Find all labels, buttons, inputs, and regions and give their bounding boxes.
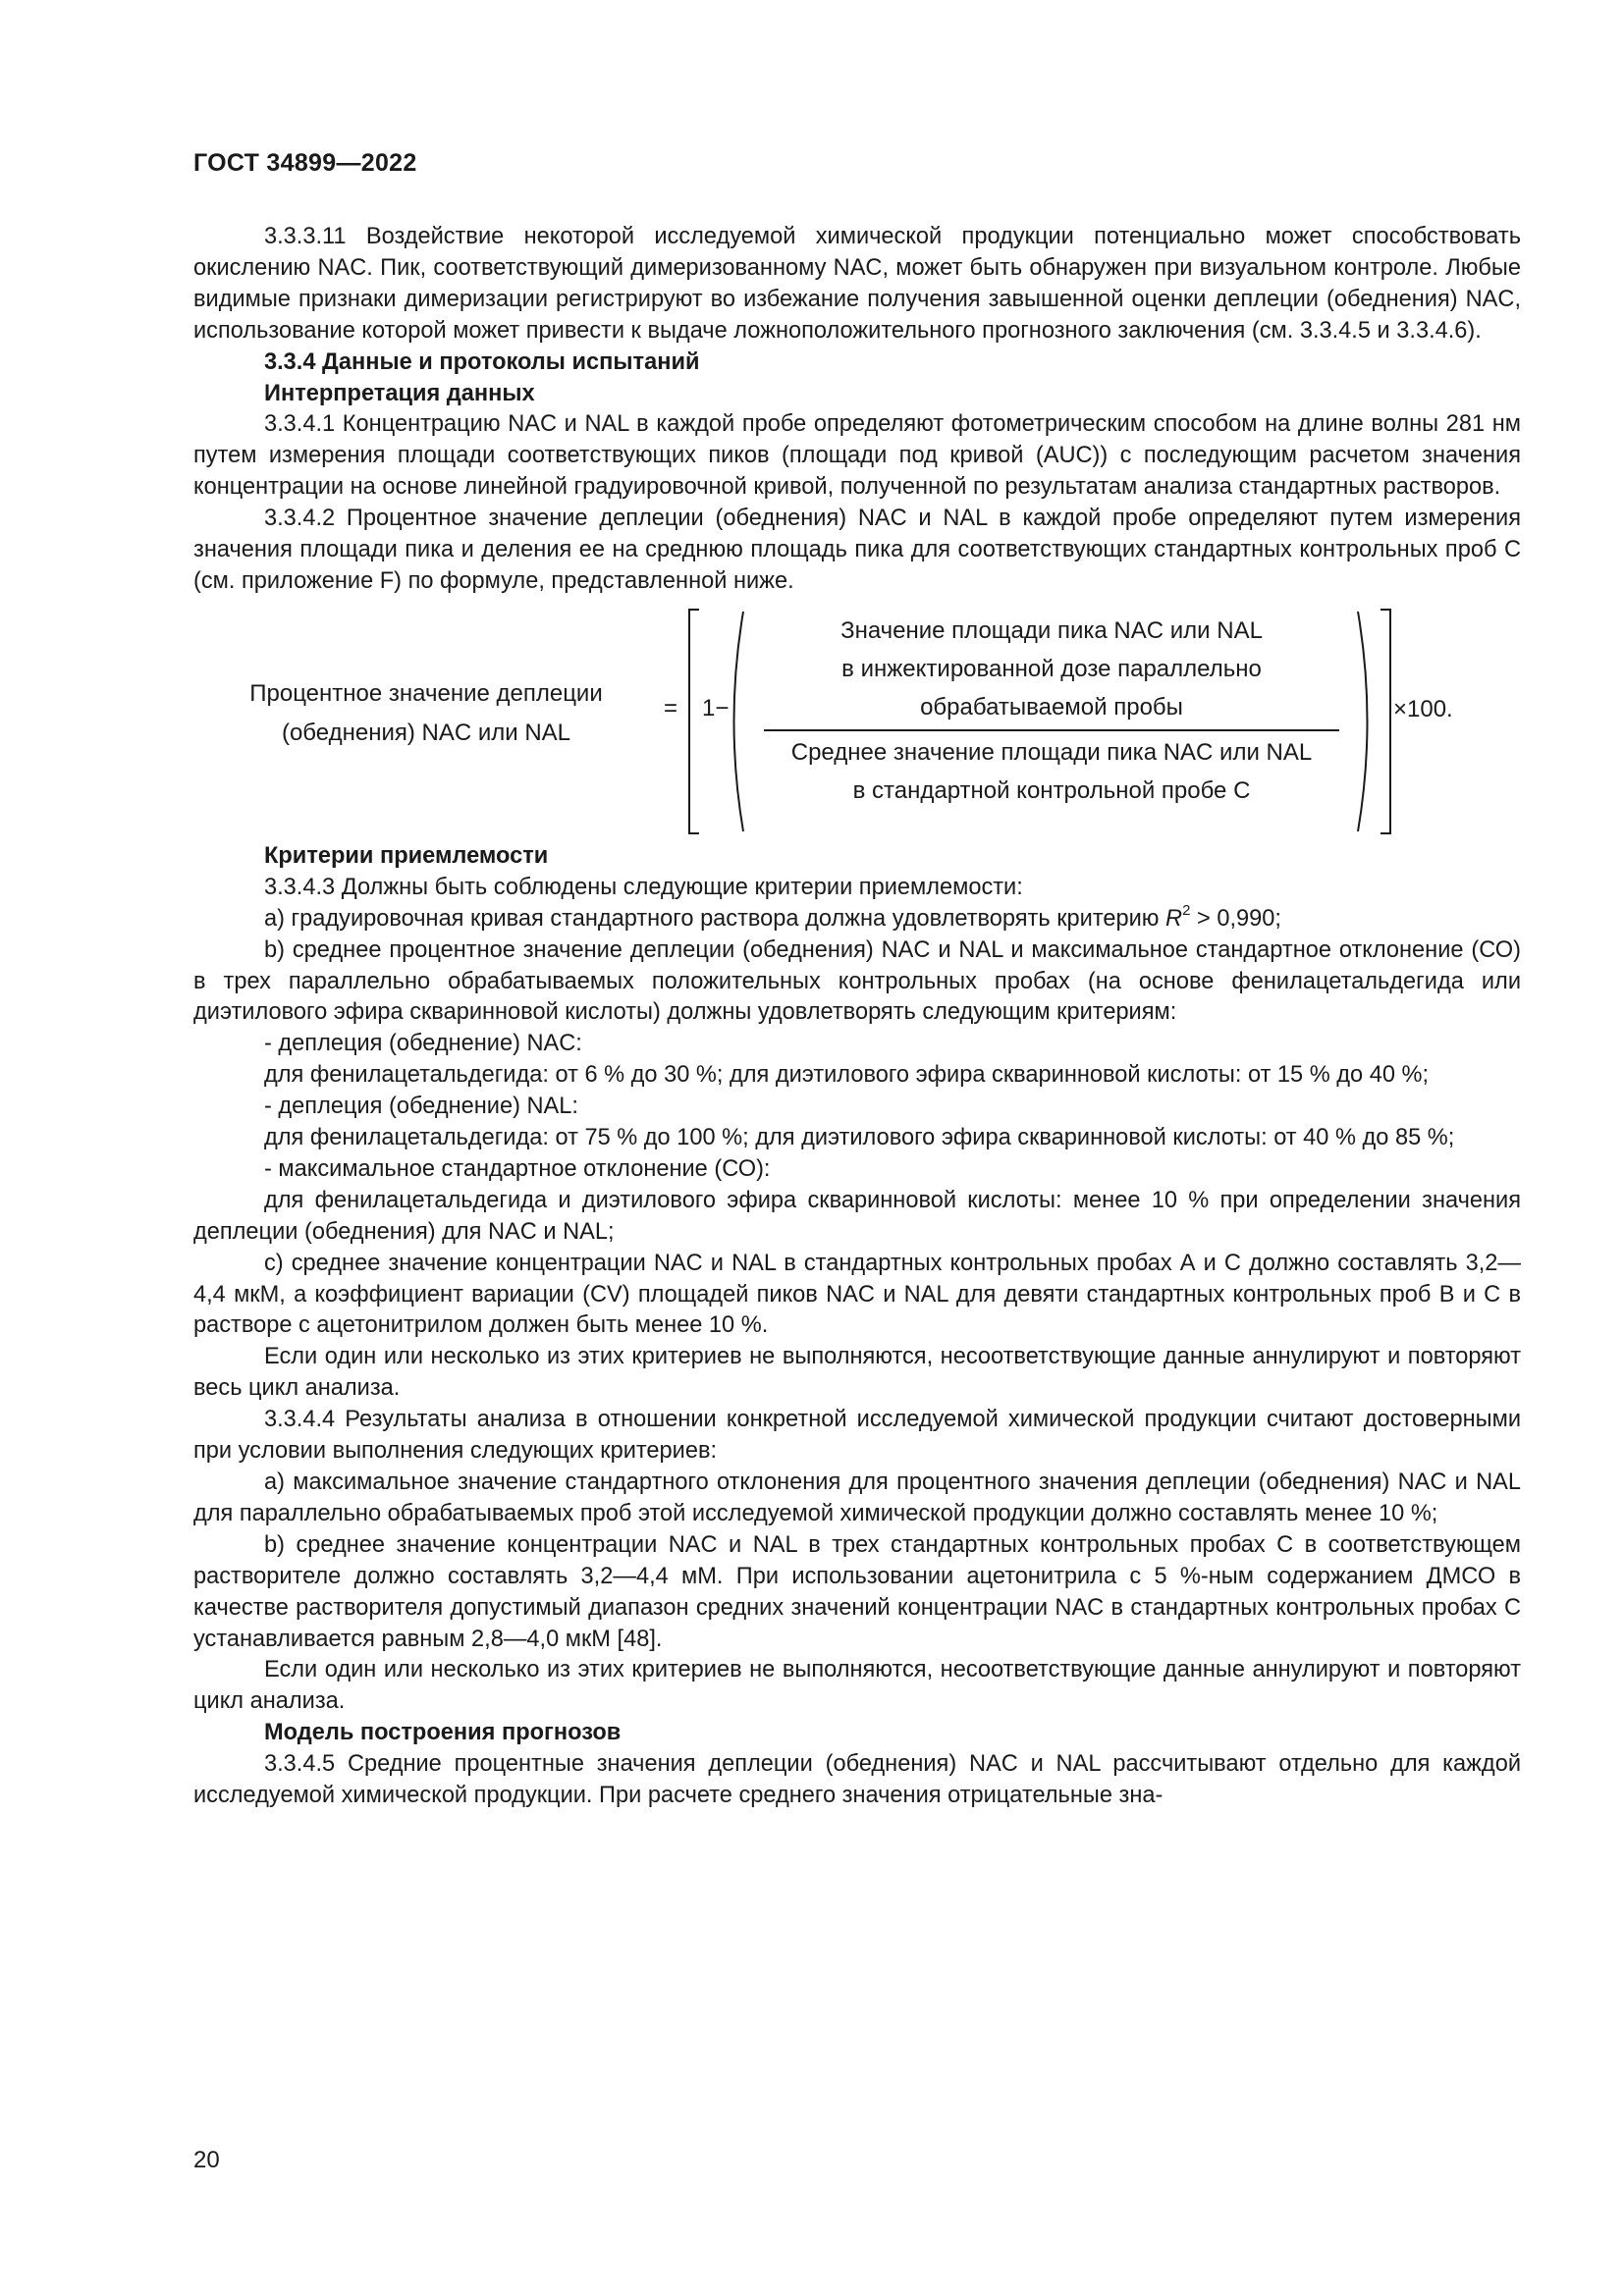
paragraph: 3.3.4.3 Должны быть соблюдены следующие критерии приемлемости: bbox=[264, 874, 1023, 900]
fraction-bar bbox=[764, 729, 1339, 731]
paragraph: 3.3.3.11 Воздействие некоторой исследуемой химической продукции потенциально может способствовать окислению NAC. Пик, соответствующий димеризованному NAC, может быть обнаружен при визуальном контроле. Любые видимые признаки димеризации регистрируют во избежание получения завышенной оценки деплеции (обеднения) NAC, использование которой может привести к выдаче ложноположительного прогнозного заключения (см. 3.3.4.5 и 3.3.4.6). bbox=[193, 224, 1521, 344]
list-item: а) максимальное значение стандартного отклонения для процентного значения деплеции (обеднения) NAC и NAL для параллельно обрабатываемых проб этой исследуемой химической продукции должно составлять менее 10 %; bbox=[193, 1469, 1521, 1526]
formula-lhs-line: (обеднения) NAC или NAL bbox=[281, 719, 571, 746]
one-minus: 1− bbox=[702, 694, 730, 721]
numerator-line: в инжектированной дозе параллельно bbox=[841, 655, 1262, 682]
formula-lhs bbox=[193, 674, 659, 753]
times-100: ×100. bbox=[1393, 695, 1453, 722]
superscript: 2 bbox=[1182, 901, 1191, 919]
paragraph: для фенилацетальдегида и диэтилового эфира скваринновой кислоты: менее 10 % при определении значения деплеции (обеднения) для NAC и NAL; bbox=[193, 1187, 1521, 1245]
list-item: b) среднее процентное значение деплеции (обеднения) NAC и NAL и максимальное стандартное отклонение (СО) в трех параллельно обрабатываемых положительных контрольных пробах (на основе фенилацетальдегида или диэтилового эфира скваринновой кислоты) должны удовлетворять следующим критериям: bbox=[193, 936, 1521, 1026]
paragraph: 3.3.4.4 Результаты анализа в отношении конкретной исследуемой химической продукции считают достоверными при условии выполнения следующих критериев: bbox=[193, 1407, 1521, 1465]
section-heading: 3.3.4 Данные и протоколы испытаний bbox=[264, 348, 700, 375]
paragraph: 3.3.4.1 Концентрацию NAC и NAL в каждой пробе определяют фотометрическим способом на длине волны 281 нм путем измерения площади соответствующих пиков (площади под кривой (AUC)) с последующим расчетом значения концентрации на основе линейной градуировочной кривой, полученной по результатам анализа стандартных растворов. bbox=[193, 411, 1521, 501]
text-run: а) градуировочная кривая стандартного раствора должна удовлетворять критерию bbox=[264, 905, 1166, 932]
list-item: - деплеция (обеднение) NAC: bbox=[264, 1031, 582, 1057]
paragraph: для фенилацетальдегида: от 6 % до 30 %; для диэтилового эфира скваринновой кислоты: от 15 % до 40 %; bbox=[264, 1062, 1430, 1089]
page-number: 20 bbox=[193, 2147, 220, 2173]
fraction-numerator bbox=[746, 606, 1357, 726]
paragraph: Если один или несколько из этих критериев не выполняются, несоответствующие данные аннулируют и повторяют весь цикл анализа. bbox=[193, 1344, 1521, 1402]
subsection-heading: Интерпретация данных bbox=[264, 380, 535, 406]
paragraph: Если один или несколько из этих критериев не выполняются, несоответствующие данные аннулируют и повторяют цикл анализа. bbox=[193, 1657, 1521, 1715]
paragraph: для фенилацетальдегида: от 75 % до 100 %; для диэтилового эфира скваринновой кислоты: от 40 % до 85 %; bbox=[264, 1125, 1455, 1151]
subsection-heading: Критерии приемлемости bbox=[264, 842, 549, 869]
list-item: b) среднее значение концентрации NAC и NAL в трех стандартных контрольных пробах С в соответствующем растворителе должно составлять 3,2—4,4 мМ. При использовании ацетонитрила с 5 %-ным содержанием ДМСО в качестве растворителя допустимый диапазон средних значений концентрации NAC в стандартных контрольных пробах С устанавливается равным 2,8—4,0 мкМ [48]. bbox=[193, 1531, 1521, 1652]
depletion-formula bbox=[193, 606, 1521, 837]
denominator-line: Среднее значение площади пика NAC или NAL bbox=[790, 738, 1313, 766]
formula-lhs-line: Процентное значение деплеции bbox=[249, 679, 603, 707]
formula-fraction bbox=[746, 606, 1357, 810]
document-body bbox=[193, 222, 1521, 1812]
r-symbol: R bbox=[1165, 905, 1183, 932]
paragraph: 3.3.4.2 Процентное значение деплеции (обеднения) NAC и NAL в каждой пробе определяют путем измерения значения площади пика и деления ее на среднюю площадь пика для соответствующих стандартных контрольных проб С (см. приложение F) по формуле, представленной ниже. bbox=[193, 506, 1521, 594]
list-item: с) среднее значение концентрации NAC и NAL в стандартных контрольных пробах А и С должно составлять 3,2—4,4 мкМ, а коэффициент вариации (CV) площадей пиков NAC и NAL для девяти стандартных контрольных проб В и С в растворе с ацетонитрилом должен быть менее 10 %. bbox=[193, 1250, 1521, 1339]
text-run: > 0,990; bbox=[1190, 905, 1281, 932]
fraction-denominator bbox=[746, 733, 1357, 810]
list-item bbox=[193, 901, 1521, 935]
numerator-line: обрабатываемой пробы bbox=[920, 693, 1183, 721]
list-item: - максимальное стандартное отклонение (СО): bbox=[264, 1155, 771, 1182]
document-header: ГОСТ 34899—2022 bbox=[193, 149, 417, 177]
subsection-heading: Модель построения прогнозов bbox=[264, 1720, 622, 1746]
paragraph: 3.3.4.5 Средние процентные значения деплеции (обеднения) NAC и NAL рассчитывают отдельно для каждой исследуемой химической продукции. При расчете среднего значения отрицательные зна- bbox=[193, 1751, 1521, 1809]
list-item: - деплеция (обеднение) NAL: bbox=[264, 1094, 578, 1120]
denominator-line: в стандартной контрольной пробе С bbox=[852, 776, 1251, 804]
equals-sign: = bbox=[664, 694, 678, 721]
numerator-line: Значение площади пика NAC или NAL bbox=[840, 616, 1263, 644]
